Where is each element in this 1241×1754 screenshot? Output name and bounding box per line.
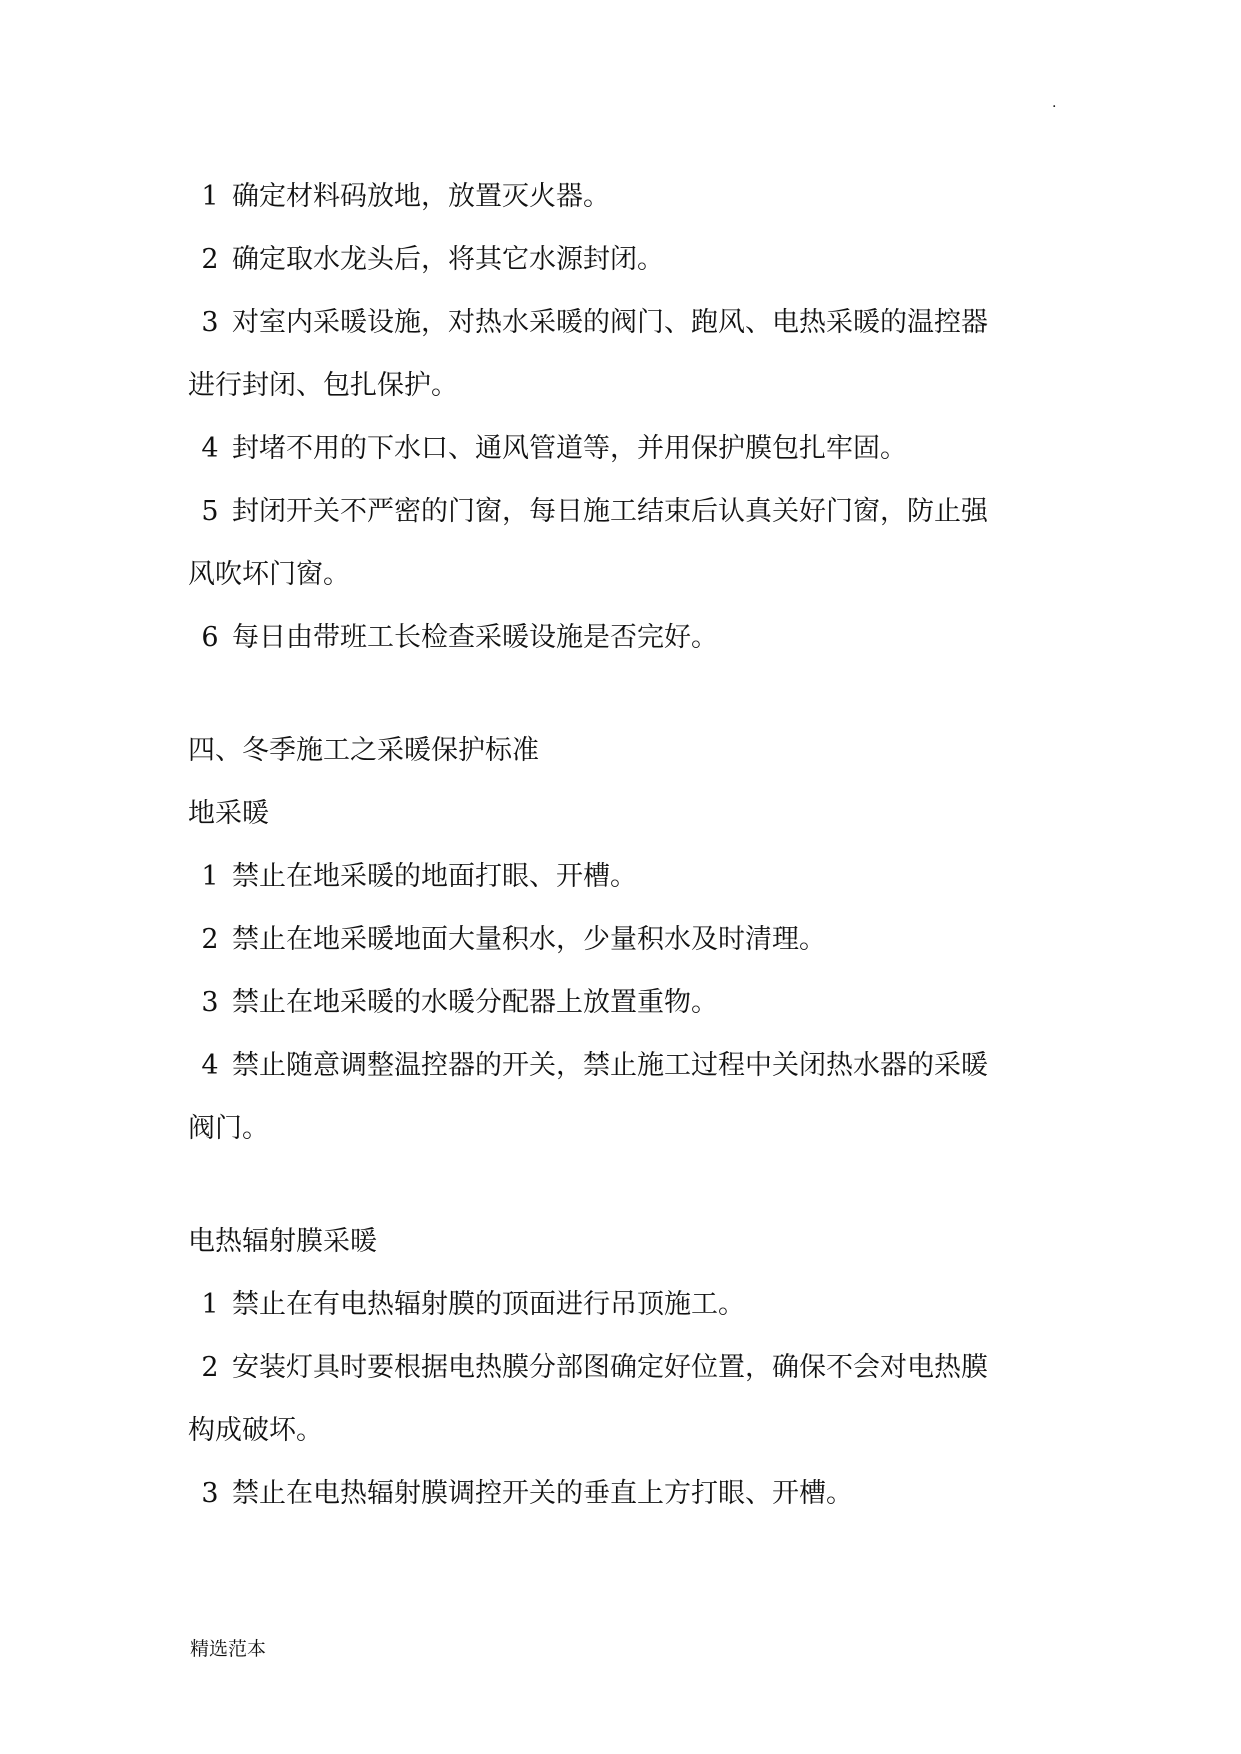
list-item: [188, 291, 1068, 354]
list-item: [188, 228, 1068, 291]
list-item: [188, 417, 1068, 480]
item-number: 4: [201, 1050, 219, 1081]
item-number: 4: [201, 433, 219, 464]
item-number: 2: [201, 924, 219, 955]
list-item: [188, 1336, 1068, 1399]
item-number: 5: [201, 496, 219, 527]
section-gap: [188, 1160, 1068, 1210]
item-number: 1: [201, 181, 219, 212]
item-text: 禁止在地采暖的地面打眼、开槽。: [232, 861, 637, 892]
corner-mark: .: [1052, 95, 1057, 111]
list-item: [188, 908, 1068, 971]
list-item: [188, 1462, 1068, 1525]
item-number: 1: [201, 1289, 219, 1320]
section-heading: 四、冬季施工之采暖保护标准: [188, 735, 539, 766]
item-continuation: 风吹坏门窗。: [188, 559, 350, 590]
item-number: 3: [201, 307, 219, 338]
list-item: [188, 480, 1068, 543]
list-item: [188, 606, 1068, 669]
item-text: 封堵不用的下水口、通风管道等，并用保护膜包扎牢固。: [232, 433, 907, 464]
item-number: 3: [201, 987, 219, 1018]
item-number: 1: [201, 861, 219, 892]
list-item: [188, 1034, 1068, 1097]
item-text: 安装灯具时要根据电热膜分部图确定好位置，确保不会对电热膜: [232, 1352, 988, 1383]
item-text: 禁止在电热辐射膜调控开关的垂直上方打眼、开槽。: [232, 1478, 853, 1509]
subsection-heading: 电热辐射膜采暖: [188, 1226, 377, 1257]
item-number: 2: [201, 1352, 219, 1383]
item-continuation: 阀门。: [188, 1113, 269, 1144]
item-text: 禁止在有电热辐射膜的顶面进行吊顶施工。: [232, 1289, 745, 1320]
item-continuation: 进行封闭、包扎保护。: [188, 370, 458, 401]
item-number: 6: [201, 622, 219, 653]
list-item: [188, 165, 1068, 228]
item-text: 确定材料码放地，放置灭火器。: [232, 181, 610, 212]
item-number: 2: [201, 244, 219, 275]
item-continuation: 构成破坏。: [188, 1415, 323, 1446]
item-text: 对室内采暖设施，对热水采暖的阀门、跑风、电热采暖的温控器: [232, 307, 988, 338]
section-gap: [188, 669, 1068, 719]
item-text: 禁止在地采暖的水暖分配器上放置重物。: [232, 987, 718, 1018]
item-text: 禁止随意调整温控器的开关，禁止施工过程中关闭热水器的采暖: [232, 1050, 988, 1081]
item-text: 每日由带班工长检查采暖设施是否完好。: [232, 622, 718, 653]
list-item: [188, 971, 1068, 1034]
list-item: [188, 845, 1068, 908]
page-footer: 精选范本: [190, 1638, 267, 1660]
subsection-heading: 地采暖: [188, 798, 269, 829]
item-text: 确定取水龙头后，将其它水源封闭。: [232, 244, 664, 275]
item-number: 3: [201, 1478, 219, 1509]
document-body: [188, 165, 1068, 1525]
item-text: 禁止在地采暖地面大量积水，少量积水及时清理。: [232, 924, 826, 955]
item-text: 封闭开关不严密的门窗，每日施工结束后认真关好门窗，防止强: [232, 496, 988, 527]
list-item: [188, 1273, 1068, 1336]
